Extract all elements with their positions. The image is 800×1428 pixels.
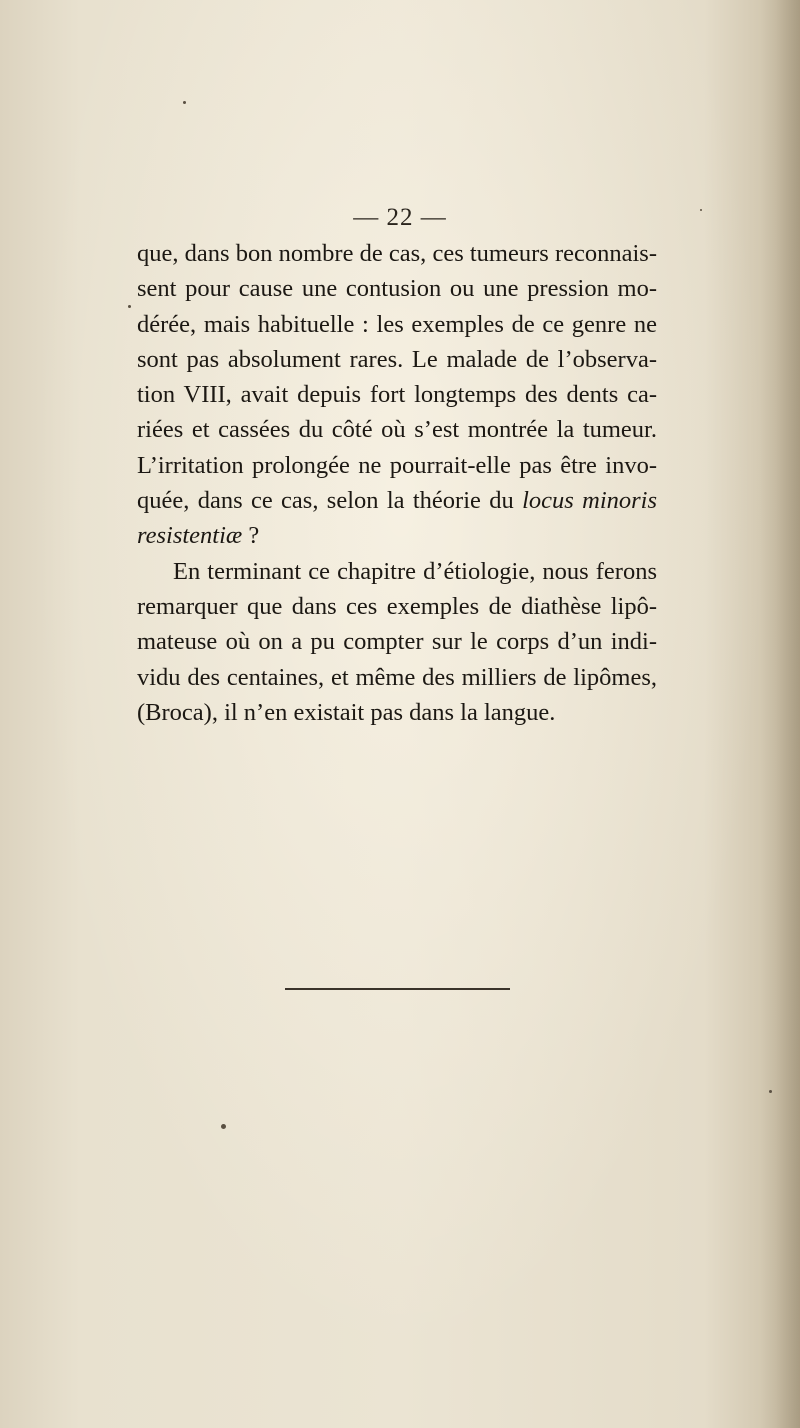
text-line-3: dérée, mais habituelle : les exemples de ce genre ne <box>137 310 657 338</box>
text-line-8-italic: locus minoris <box>522 487 658 515</box>
body-text <box>137 236 657 730</box>
text-line-12: mateuse où on a pu compter sur le corps d’un indi- <box>137 628 657 656</box>
text-line-9-italic: resistentiæ <box>137 522 243 550</box>
text-line-11: remarquer que dans ces exemples de diathèse lipô- <box>137 592 657 620</box>
ink-speck <box>700 209 702 211</box>
text-line-9-roman: ? <box>242 522 260 550</box>
ink-speck <box>769 1090 772 1093</box>
text-line-8-roman: quée, dans ce cas, selon la théorie du <box>137 487 523 515</box>
text-line-1: que, dans bon nombre de cas, ces tumeurs reconnais- <box>137 240 657 267</box>
ink-speck <box>183 101 186 104</box>
text-line-10: En terminant ce chapitre d’étiologie, nous ferons <box>173 557 657 585</box>
text-line-5: tion VIII, avait depuis fort longtemps des dents ca- <box>137 381 657 409</box>
text-line-4: sont pas absolument rares. Le malade de l’observa- <box>137 345 657 373</box>
ink-speck <box>221 1124 226 1129</box>
text-line-2: sent pour cause une contusion ou une pression mo- <box>137 275 657 303</box>
text-line-13: vidu des centaines, et même des milliers de lipômes, <box>137 663 657 691</box>
text-line-8 <box>137 483 657 518</box>
page-number: — 22 — <box>353 204 447 231</box>
text-line-14: (Broca), il n’en existait pas dans la langue. <box>137 698 556 726</box>
ink-speck <box>128 305 131 308</box>
text-line-9 <box>137 518 657 553</box>
text-line-7: L’irritation prolongée ne pourrait-elle pas être invo- <box>137 451 657 479</box>
closing-rule <box>285 988 510 990</box>
text-line-6: riées et cassées du côté où s’est montrée la tumeur. <box>137 416 657 444</box>
